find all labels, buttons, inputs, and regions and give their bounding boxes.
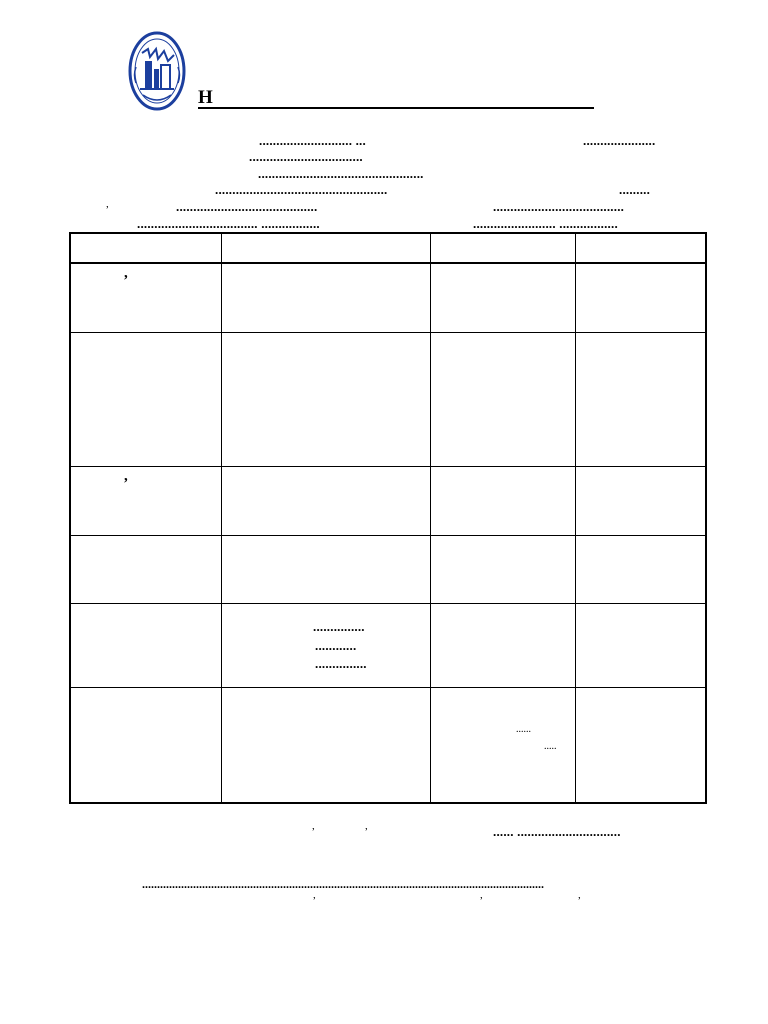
header-cell [70,233,222,263]
form-mark: , [106,198,109,210]
table-cell [431,332,576,466]
table-header-row [70,233,706,263]
cell-fill-line: ............... [313,618,365,634]
table-cell [70,263,222,332]
form-line: ................................... ................. [137,216,320,231]
table-row [70,466,706,535]
footer-fill-line: ...... .............................. [493,824,621,839]
table-cell [431,263,576,332]
table-cell [576,603,707,687]
form-line: .................................................. [215,182,388,197]
form-line: ........................... ... [259,133,366,148]
header-cell [576,233,707,263]
signature-mark: , [578,889,581,901]
table-cell [431,687,576,803]
form-line: ...................................... [493,199,625,214]
table-cell [70,603,222,687]
table-cell [431,535,576,603]
table-row [70,687,706,803]
table-row [70,263,706,332]
cell-mark: , [124,265,128,281]
cell-mark: , [124,467,128,484]
page-title: H [198,87,213,108]
table-cell [222,263,431,332]
form-line: ..................... [583,133,656,148]
table-cell [576,332,707,466]
signature-mark: , [313,889,316,901]
table-cell [222,466,431,535]
title-underline [198,107,594,109]
footer-mark: , [365,820,368,832]
table-cell [431,603,576,687]
table-row [70,332,706,466]
table-cell [576,466,707,535]
school-crest-icon [128,31,186,113]
cell-fill-line: ............ [315,637,357,653]
table-cell [222,535,431,603]
header-cell [222,233,431,263]
table-cell [576,687,707,803]
table-cell [70,466,222,535]
table-cell [70,332,222,466]
form-table [69,232,707,804]
cell-fill-line: ............... [315,655,367,671]
form-line: ................................................ [258,166,424,181]
table-cell [576,535,707,603]
signature-mark: , [480,889,483,901]
cell-fill-line: ..... [544,740,557,752]
form-line: ......... [619,182,651,197]
table-cell [576,263,707,332]
table-row [70,535,706,603]
table-cell [431,466,576,535]
table-row [70,603,706,687]
table-cell [222,603,431,687]
header-cell [431,233,576,263]
form-line: ................................. [249,149,363,164]
form-line: ........................ ................. [473,216,618,231]
table-cell [222,332,431,466]
signature-line: ...................................................................................................................................... [142,877,544,891]
footer-mark: , [312,820,315,832]
table-cell [70,687,222,803]
table-cell [222,687,431,803]
table-cell [70,535,222,603]
cell-fill-line: ...... [516,723,531,735]
form-line: ......................................... [176,199,318,214]
